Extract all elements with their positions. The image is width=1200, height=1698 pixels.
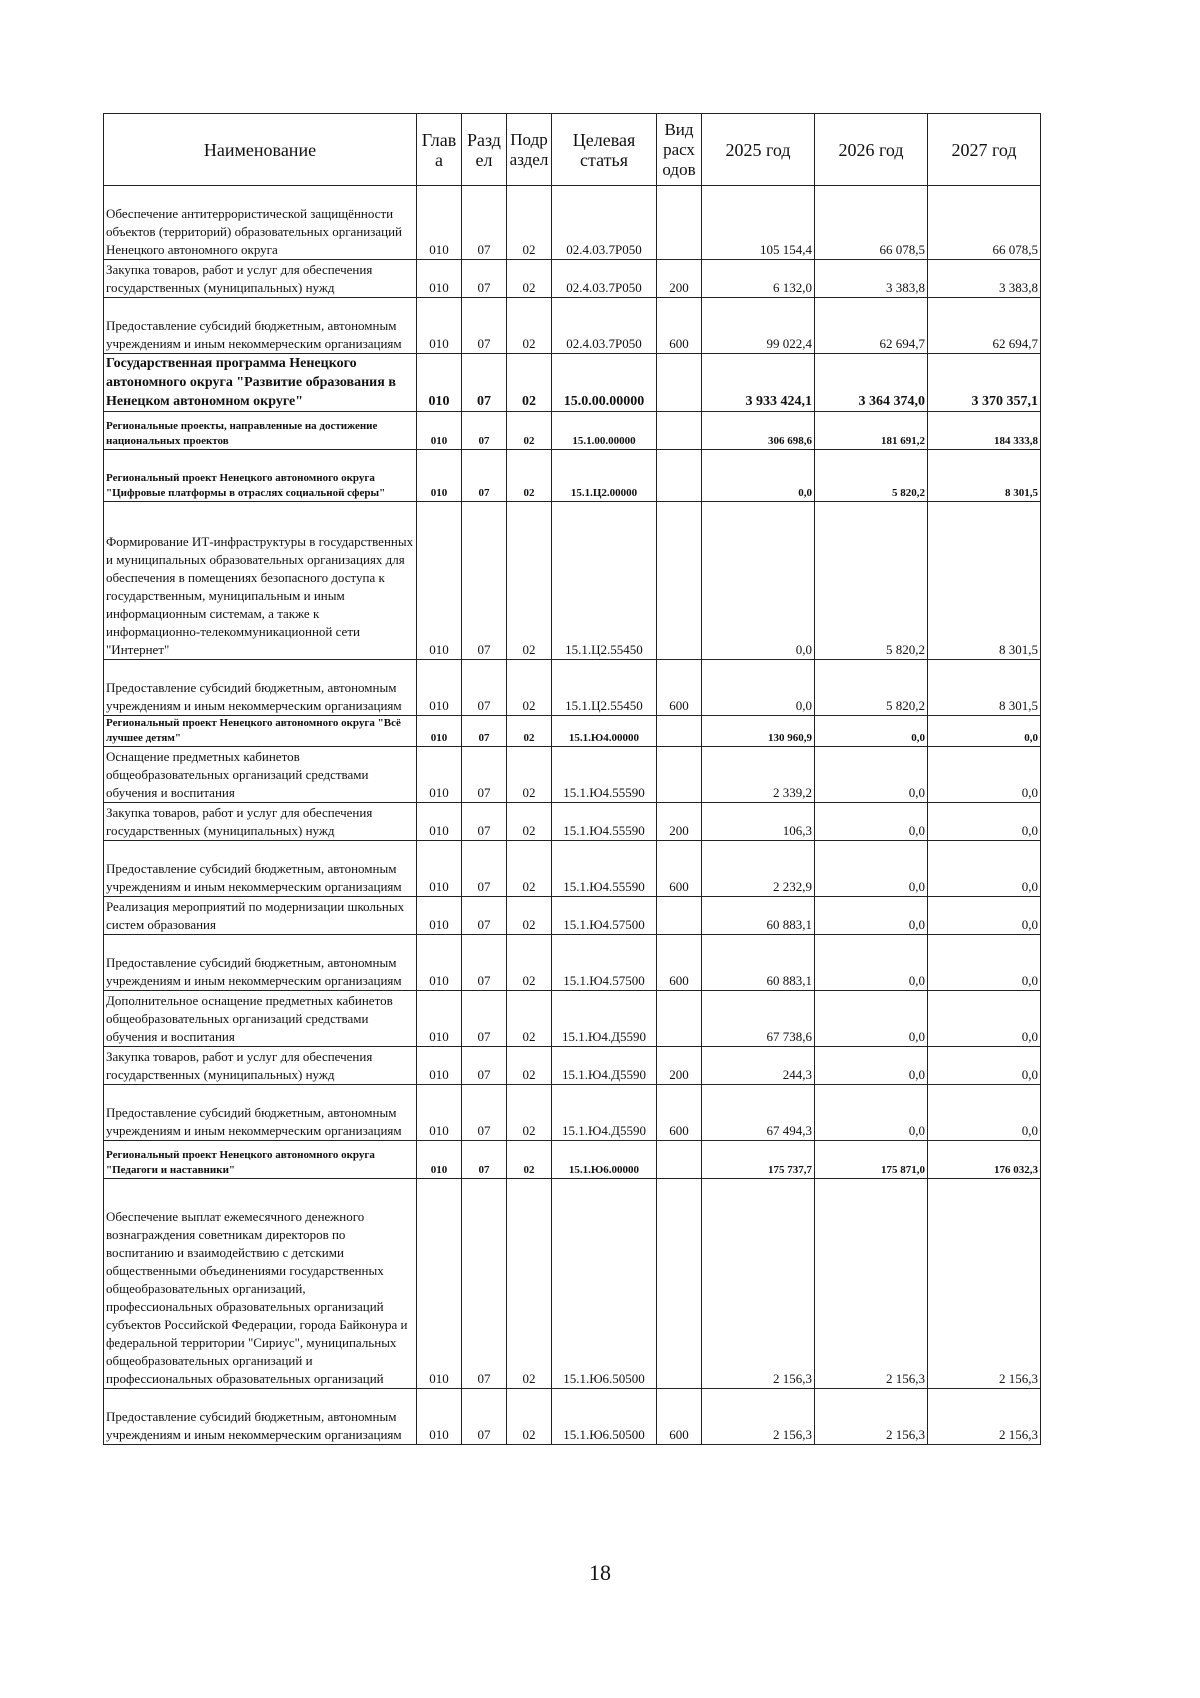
row-statya: 15.1.Ц2.55450 (552, 660, 657, 716)
row-glava: 010 (417, 1179, 462, 1389)
row-vid: 600 (657, 1085, 702, 1141)
table-row (104, 354, 1041, 412)
row-2027: 3 383,8 (928, 260, 1041, 298)
row-name: Региональный проект Ненецкого автономного округа "Педагоги и наставники" (104, 1141, 417, 1179)
row-name: Дополнительное оснащение предметных кабинетов общеобразовательных организаций средствами обучения и воспитания (104, 991, 417, 1047)
row-vid (657, 897, 702, 935)
row-razdel: 07 (462, 747, 507, 803)
row-podrazdel: 02 (507, 450, 552, 502)
row-statya: 15.1.Ю4.00000 (552, 716, 657, 747)
row-razdel: 07 (462, 1047, 507, 1085)
row-2027: 0,0 (928, 897, 1041, 935)
table-row (104, 935, 1041, 991)
row-statya: 15.1.Ю6.50500 (552, 1179, 657, 1389)
table-row (104, 716, 1041, 747)
row-glava: 010 (417, 991, 462, 1047)
table-row (104, 186, 1041, 260)
row-podrazdel: 02 (507, 354, 552, 412)
row-2026: 0,0 (815, 897, 928, 935)
row-vid (657, 450, 702, 502)
row-podrazdel: 02 (507, 1047, 552, 1085)
row-podrazdel: 02 (507, 841, 552, 897)
row-glava: 010 (417, 716, 462, 747)
row-2027: 8 301,5 (928, 450, 1041, 502)
row-glava: 010 (417, 260, 462, 298)
row-name: Обеспечение выплат ежемесячного денежного вознаграждения советникам директоров по воспитанию и взаимодействию с детскими общественными объединениями государственных общеобразовательных организаций, профессиональных образовательных организаций субъектов Российской Федерации, города Байконура и федеральной территории "Сириус", муниципальных общеобразовательных организаций и профессиональных образовательных организаций (104, 1179, 417, 1389)
row-name: Формирование ИТ-инфраструктуры в государственных и муниципальных образовательных организациях для обеспечения в помещениях безопасного доступа к государственным, муниципальным и иным информационным системам, а также к информационно-телекоммуникационной сети "Интернет" (104, 502, 417, 660)
row-name: Предоставление субсидий бюджетным, автономным учреждениям и иным некоммерческим организациям (104, 1389, 417, 1445)
row-vid: 200 (657, 260, 702, 298)
row-vid (657, 1141, 702, 1179)
row-2026: 66 078,5 (815, 186, 928, 260)
row-statya: 15.1.Ю4.Д5590 (552, 1047, 657, 1085)
row-2026: 0,0 (815, 935, 928, 991)
row-2025: 67 738,6 (702, 991, 815, 1047)
row-2025: 6 132,0 (702, 260, 815, 298)
row-2026: 0,0 (815, 803, 928, 841)
row-razdel: 07 (462, 841, 507, 897)
row-podrazdel: 02 (507, 1179, 552, 1389)
row-statya: 02.4.03.7P050 (552, 186, 657, 260)
table-row (104, 747, 1041, 803)
row-2027: 2 156,3 (928, 1389, 1041, 1445)
row-razdel: 07 (462, 450, 507, 502)
row-razdel: 07 (462, 660, 507, 716)
row-statya: 15.1.Ю4.Д5590 (552, 991, 657, 1047)
row-glava: 010 (417, 1389, 462, 1445)
row-name: Закупка товаров, работ и услуг для обеспечения государственных (муниципальных) нужд (104, 1047, 417, 1085)
row-glava: 010 (417, 747, 462, 803)
header-razdel: Разд ел (462, 114, 507, 186)
row-statya: 15.1.Ц2.00000 (552, 450, 657, 502)
row-vid (657, 991, 702, 1047)
row-name: Государственная программа Ненецкого автономного округа "Развитие образования в Ненецком автономном округе" (104, 354, 417, 412)
row-podrazdel: 02 (507, 412, 552, 450)
row-vid: 200 (657, 1047, 702, 1085)
row-2026: 2 156,3 (815, 1179, 928, 1389)
header-2025: 2025 год (702, 114, 815, 186)
row-name: Предоставление субсидий бюджетным, автономным учреждениям и иным некоммерческим организациям (104, 841, 417, 897)
row-name: Предоставление субсидий бюджетным, автономным учреждениям и иным некоммерческим организациям (104, 1085, 417, 1141)
row-2026: 175 871,0 (815, 1141, 928, 1179)
row-vid (657, 1179, 702, 1389)
row-vid: 600 (657, 841, 702, 897)
row-2027: 0,0 (928, 747, 1041, 803)
row-2025: 99 022,4 (702, 298, 815, 354)
row-vid: 600 (657, 935, 702, 991)
row-podrazdel: 02 (507, 186, 552, 260)
row-name: Реализация мероприятий по модернизации школьных систем образования (104, 897, 417, 935)
row-glava: 010 (417, 897, 462, 935)
row-2025: 0,0 (702, 660, 815, 716)
table-row (104, 660, 1041, 716)
row-name: Региональные проекты, направленные на достижение национальных проектов (104, 412, 417, 450)
row-2025: 2 156,3 (702, 1179, 815, 1389)
row-vid: 600 (657, 298, 702, 354)
row-2027: 0,0 (928, 803, 1041, 841)
row-podrazdel: 02 (507, 260, 552, 298)
row-podrazdel: 02 (507, 1085, 552, 1141)
header-name: Наименование (104, 114, 417, 186)
row-2025: 60 883,1 (702, 897, 815, 935)
row-2025: 67 494,3 (702, 1085, 815, 1141)
row-statya: 15.0.00.00000 (552, 354, 657, 412)
row-statya: 15.1.Ю4.Д5590 (552, 1085, 657, 1141)
row-podrazdel: 02 (507, 716, 552, 747)
row-razdel: 07 (462, 1389, 507, 1445)
row-glava: 010 (417, 935, 462, 991)
row-podrazdel: 02 (507, 747, 552, 803)
row-razdel: 07 (462, 186, 507, 260)
table-row (104, 1179, 1041, 1389)
row-glava: 010 (417, 841, 462, 897)
row-statya: 15.1.00.00000 (552, 412, 657, 450)
row-2025: 0,0 (702, 502, 815, 660)
row-2026: 2 156,3 (815, 1389, 928, 1445)
row-2027: 3 370 357,1 (928, 354, 1041, 412)
row-2026: 0,0 (815, 1047, 928, 1085)
row-2026: 0,0 (815, 841, 928, 897)
row-2026: 0,0 (815, 716, 928, 747)
table-row (104, 841, 1041, 897)
table-row (104, 991, 1041, 1047)
row-glava: 010 (417, 298, 462, 354)
table-row (104, 502, 1041, 660)
row-vid (657, 412, 702, 450)
row-2025: 175 737,7 (702, 1141, 815, 1179)
row-razdel: 07 (462, 298, 507, 354)
row-statya: 15.1.Ц2.55450 (552, 502, 657, 660)
budget-table (103, 113, 1041, 1445)
row-glava: 010 (417, 450, 462, 502)
row-statya: 02.4.03.7P050 (552, 260, 657, 298)
table-row (104, 897, 1041, 935)
table-row (104, 1141, 1041, 1179)
row-glava: 010 (417, 1085, 462, 1141)
page-number: 18 (589, 1560, 611, 1585)
header-2027: 2027 год (928, 114, 1041, 186)
row-name: Региональный проект Ненецкого автономного округа "Цифровые платформы в отраслях социальной сферы" (104, 450, 417, 502)
row-name: Закупка товаров, работ и услуг для обеспечения государственных (муниципальных) нужд (104, 260, 417, 298)
row-glava: 010 (417, 660, 462, 716)
row-2027: 0,0 (928, 716, 1041, 747)
row-2027: 62 694,7 (928, 298, 1041, 354)
row-razdel: 07 (462, 897, 507, 935)
row-podrazdel: 02 (507, 298, 552, 354)
row-name: Предоставление субсидий бюджетным, автономным учреждениям и иным некоммерческим организациям (104, 660, 417, 716)
row-razdel: 07 (462, 260, 507, 298)
row-vid: 600 (657, 660, 702, 716)
table-row (104, 1085, 1041, 1141)
row-2026: 5 820,2 (815, 450, 928, 502)
row-podrazdel: 02 (507, 660, 552, 716)
header-2026: 2026 год (815, 114, 928, 186)
row-razdel: 07 (462, 502, 507, 660)
row-glava: 010 (417, 1047, 462, 1085)
row-2026: 5 820,2 (815, 502, 928, 660)
row-podrazdel: 02 (507, 1389, 552, 1445)
row-podrazdel: 02 (507, 991, 552, 1047)
row-2025: 2 156,3 (702, 1389, 815, 1445)
row-glava: 010 (417, 354, 462, 412)
row-statya: 15.1.Ю4.55590 (552, 803, 657, 841)
row-2025: 306 698,6 (702, 412, 815, 450)
row-statya: 15.1.Ю6.00000 (552, 1141, 657, 1179)
row-2027: 0,0 (928, 991, 1041, 1047)
header-glava: Глав а (417, 114, 462, 186)
row-name: Региональный проект Ненецкого автономного округа "Всё лучшее детям" (104, 716, 417, 747)
row-2027: 0,0 (928, 1047, 1041, 1085)
row-2027: 8 301,5 (928, 660, 1041, 716)
row-2025: 3 933 424,1 (702, 354, 815, 412)
row-statya: 15.1.Ю4.57500 (552, 897, 657, 935)
table-row (104, 260, 1041, 298)
row-podrazdel: 02 (507, 1141, 552, 1179)
row-name: Предоставление субсидий бюджетным, автономным учреждениям и иным некоммерческим организациям (104, 935, 417, 991)
table-row (104, 1389, 1041, 1445)
row-name: Предоставление субсидий бюджетным, автономным учреждениям и иным некоммерческим организациям (104, 298, 417, 354)
row-2027: 176 032,3 (928, 1141, 1041, 1179)
row-statya: 02.4.03.7P050 (552, 298, 657, 354)
row-razdel: 07 (462, 412, 507, 450)
row-2026: 5 820,2 (815, 660, 928, 716)
row-2027: 0,0 (928, 1085, 1041, 1141)
row-2026: 62 694,7 (815, 298, 928, 354)
row-2026: 3 364 374,0 (815, 354, 928, 412)
row-statya: 15.1.Ю6.50500 (552, 1389, 657, 1445)
row-2025: 0,0 (702, 450, 815, 502)
row-2026: 0,0 (815, 1085, 928, 1141)
row-razdel: 07 (462, 354, 507, 412)
row-podrazdel: 02 (507, 803, 552, 841)
row-2026: 0,0 (815, 991, 928, 1047)
row-2027: 184 333,8 (928, 412, 1041, 450)
row-podrazdel: 02 (507, 502, 552, 660)
row-2027: 0,0 (928, 841, 1041, 897)
header-podrazdel: Подр аздел (507, 114, 552, 186)
row-statya: 15.1.Ю4.55590 (552, 841, 657, 897)
row-2027: 8 301,5 (928, 502, 1041, 660)
row-glava: 010 (417, 1141, 462, 1179)
row-razdel: 07 (462, 935, 507, 991)
row-razdel: 07 (462, 1179, 507, 1389)
row-2025: 60 883,1 (702, 935, 815, 991)
row-glava: 010 (417, 803, 462, 841)
table-row (104, 803, 1041, 841)
row-name: Обеспечение антитеррористической защищённости объектов (территорий) образовательных организаций Ненецкого автономного округа (104, 186, 417, 260)
row-razdel: 07 (462, 991, 507, 1047)
row-2027: 2 156,3 (928, 1179, 1041, 1389)
row-statya: 15.1.Ю4.55590 (552, 747, 657, 803)
row-2025: 130 960,9 (702, 716, 815, 747)
row-razdel: 07 (462, 803, 507, 841)
row-glava: 010 (417, 186, 462, 260)
row-vid (657, 354, 702, 412)
row-2025: 106,3 (702, 803, 815, 841)
row-vid (657, 747, 702, 803)
row-razdel: 07 (462, 1141, 507, 1179)
row-statya: 15.1.Ю4.57500 (552, 935, 657, 991)
row-2026: 0,0 (815, 747, 928, 803)
row-vid (657, 186, 702, 260)
table-row (104, 298, 1041, 354)
row-razdel: 07 (462, 716, 507, 747)
row-vid (657, 716, 702, 747)
row-2025: 2 339,2 (702, 747, 815, 803)
row-2027: 0,0 (928, 935, 1041, 991)
row-podrazdel: 02 (507, 897, 552, 935)
row-2026: 181 691,2 (815, 412, 928, 450)
header-vid: Вид расх одов (657, 114, 702, 186)
row-2025: 244,3 (702, 1047, 815, 1085)
table-row (104, 1047, 1041, 1085)
row-vid (657, 502, 702, 660)
row-podrazdel: 02 (507, 935, 552, 991)
row-2026: 3 383,8 (815, 260, 928, 298)
table-header-row (104, 114, 1041, 186)
row-2027: 66 078,5 (928, 186, 1041, 260)
row-glava: 010 (417, 502, 462, 660)
row-razdel: 07 (462, 1085, 507, 1141)
row-2025: 105 154,4 (702, 186, 815, 260)
row-vid: 200 (657, 803, 702, 841)
row-name: Оснащение предметных кабинетов общеобразовательных организаций средствами обучения и воспитания (104, 747, 417, 803)
row-2025: 2 232,9 (702, 841, 815, 897)
row-name: Закупка товаров, работ и услуг для обеспечения государственных (муниципальных) нужд (104, 803, 417, 841)
table-row (104, 450, 1041, 502)
table-row (104, 412, 1041, 450)
row-vid: 600 (657, 1389, 702, 1445)
table-body (104, 186, 1041, 1445)
header-statya: Целевая статья (552, 114, 657, 186)
row-glava: 010 (417, 412, 462, 450)
